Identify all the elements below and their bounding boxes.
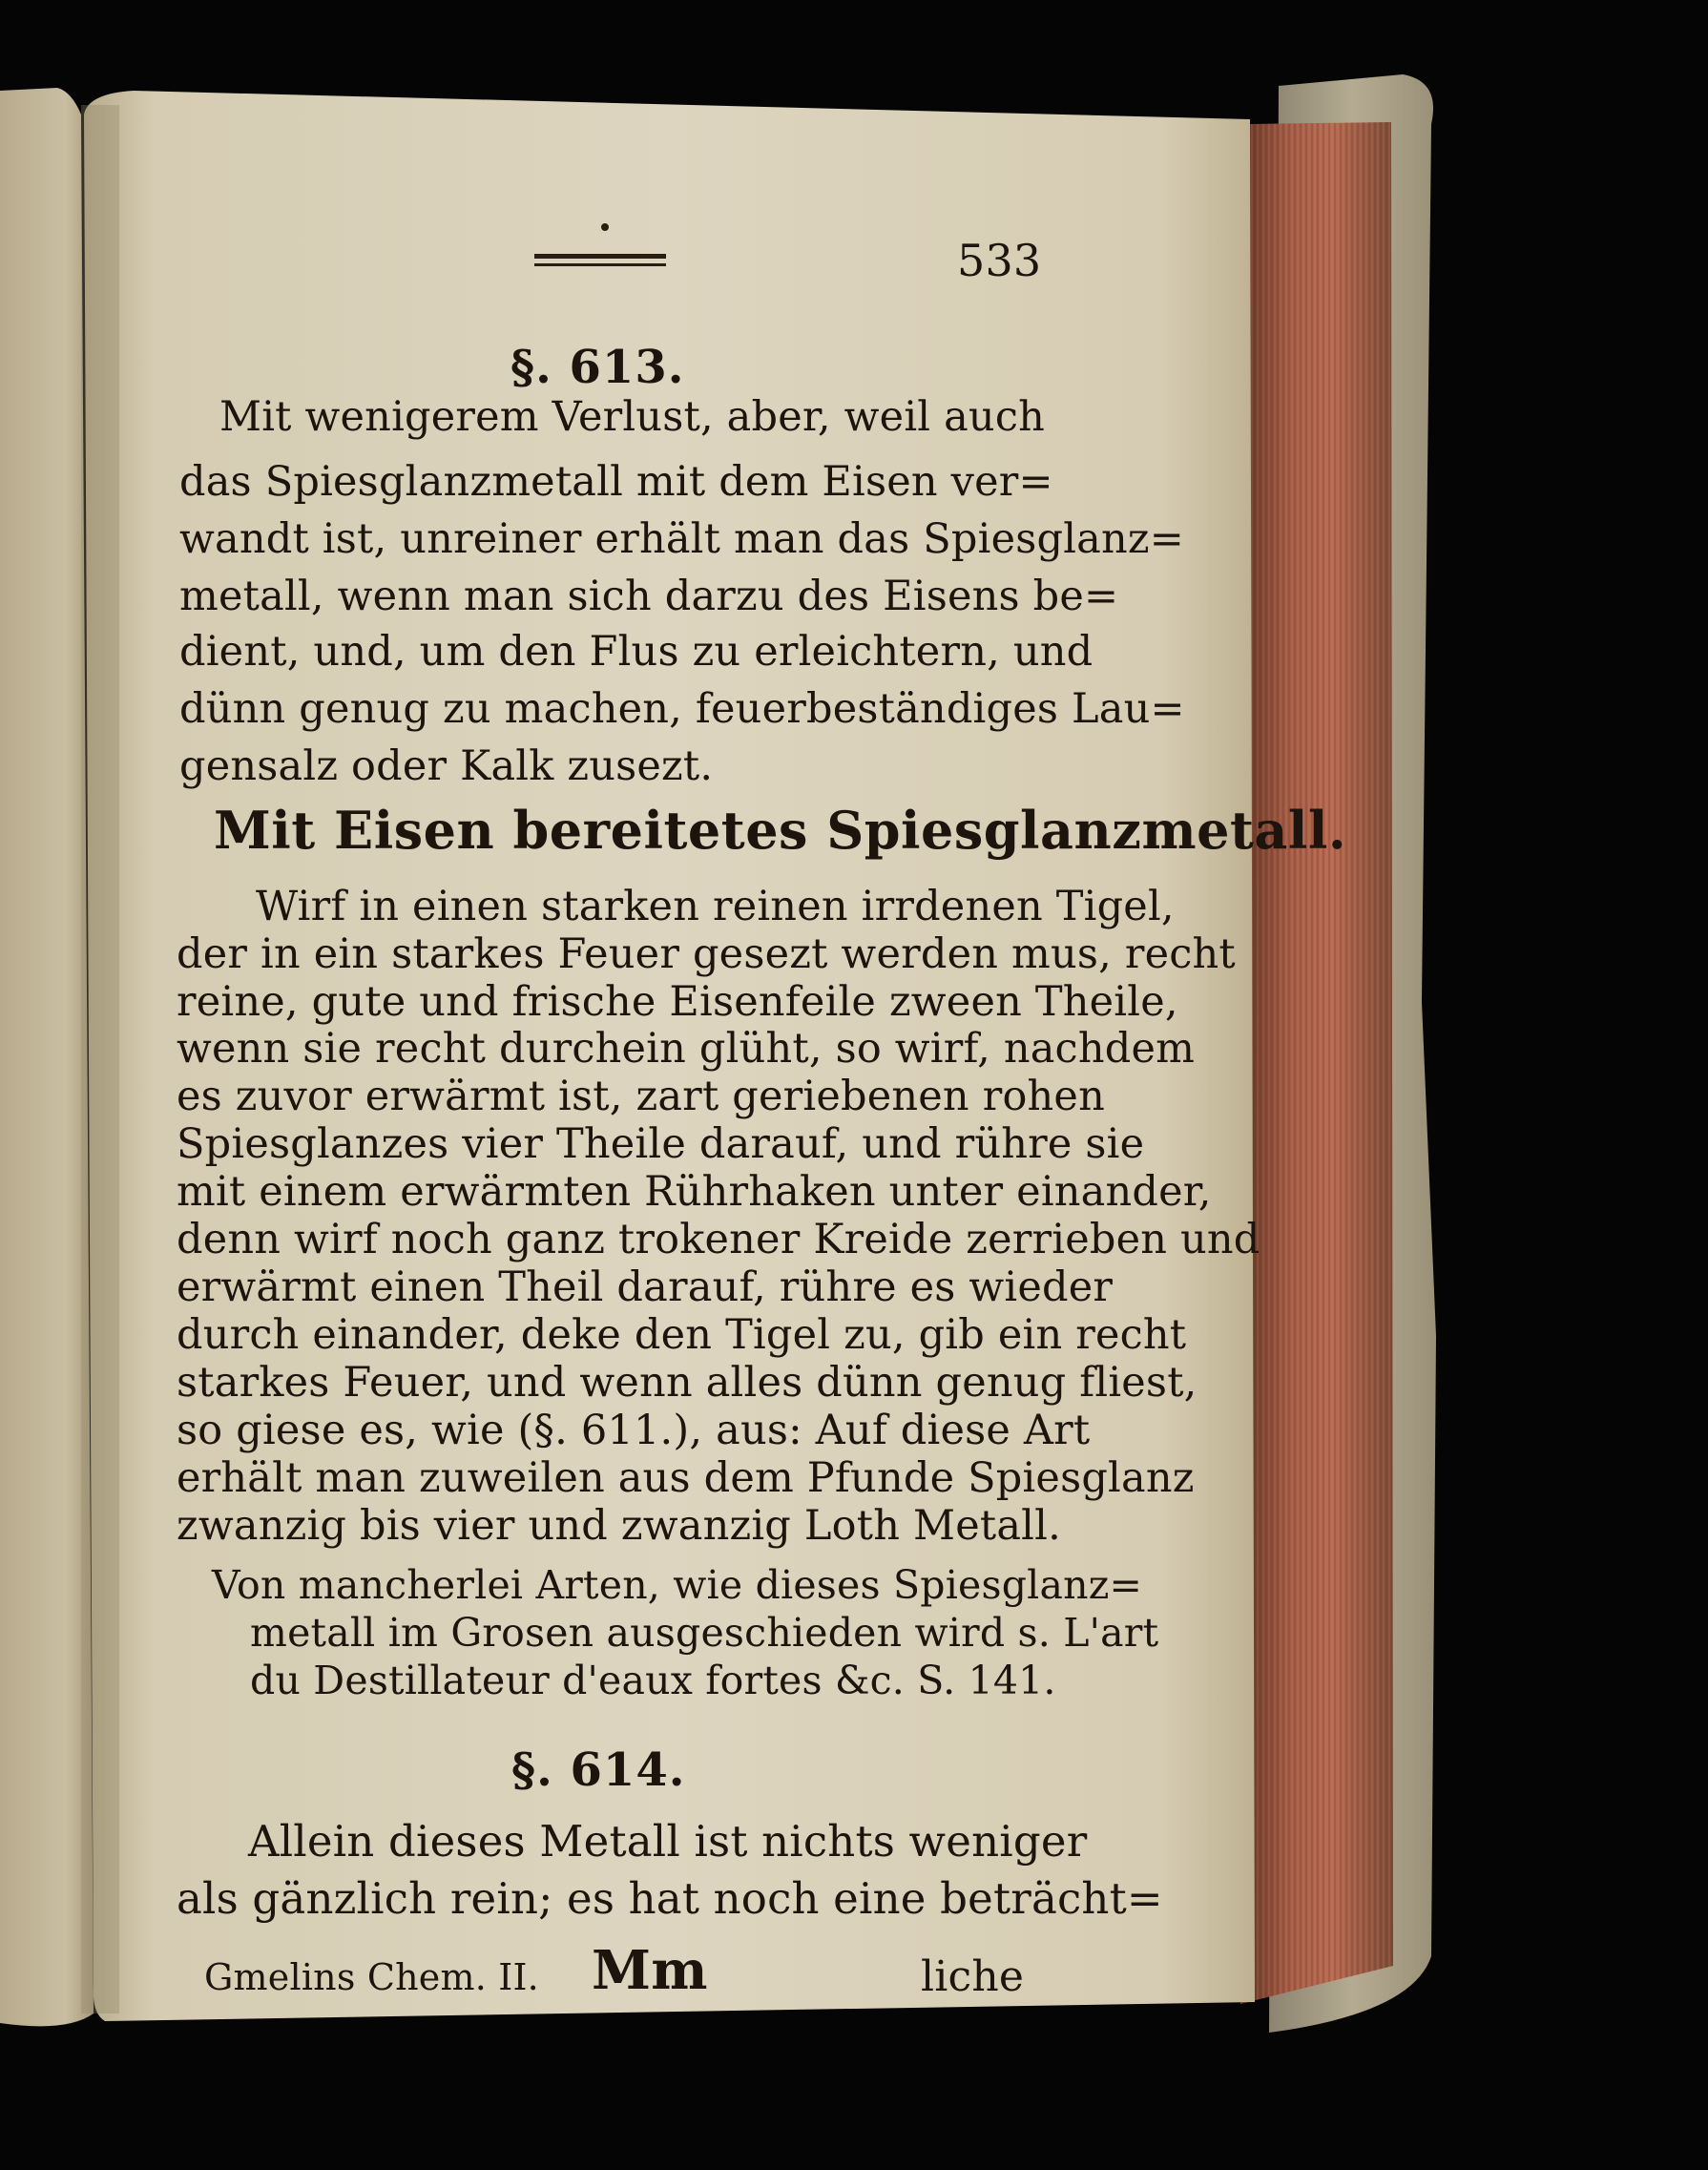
section-614-line-2: als gänzlich rein; es hat noch eine beträcht= [177, 1873, 1163, 1924]
section-613-line-6: dünn genug zu machen, feuerbeständiges Lau= [179, 685, 1185, 733]
footer-author: Gmelins Chem. II. [204, 1956, 539, 1998]
recipe-line-12: so giese es, wie (§. 611.), aus: Auf diese Art [177, 1407, 1091, 1454]
note-line-2: metall im Grosen ausgeschieden wird s. L'art [250, 1610, 1159, 1656]
page-number: 533 [957, 235, 1042, 286]
section-613-line-5: dient, und, um den Flus zu erleichtern, und [179, 628, 1094, 676]
catchword: liche [921, 1952, 1025, 2001]
section-614-line-1: Allein dieses Metall ist nichts weniger [248, 1816, 1088, 1867]
section-613-line-1: Mit wenigerem Verlust, aber, weil auch [219, 393, 1045, 441]
recipe-line-6: Spiesglanzes vier Theile darauf, und rühre sie [177, 1120, 1145, 1168]
recipe-line-8: denn wirf noch ganz trokener Kreide zerrieben und [177, 1216, 1260, 1263]
section-heading-614: §. 614. [511, 1743, 686, 1797]
recipe-line-14: zwanzig bis vier und zwanzig Loth Metall. [177, 1502, 1061, 1550]
recipe-line-3: reine, gute und frische Eisenfeile zween Theile, [177, 978, 1178, 1026]
recipe-line-7: mit einem erwärmten Rührhaken unter einander, [177, 1168, 1212, 1216]
recipe-line-13: erhält man zuweilen aus dem Pfunde Spiesglanz [177, 1454, 1195, 1502]
section-613-line-3: wandt ist, unreiner erhält man das Spiesglanz= [179, 515, 1184, 563]
section-613-line-4: metall, wenn man sich darzu des Eisens be= [179, 573, 1119, 620]
section-613-line-7: gensalz oder Kalk zusezt. [179, 742, 714, 790]
recipe-line-2: der in ein starkes Feuer gesezt werden mus, recht [177, 930, 1236, 978]
recipe-line-11: starkes Feuer, und wenn alles dünn genug fliest, [177, 1359, 1198, 1407]
recipe-line-10: durch einander, deke den Tigel zu, gib ein recht [177, 1311, 1187, 1359]
recipe-line-1: Wirf in einen starken reinen irrdenen Tigel, [256, 883, 1175, 930]
section-heading-613: §. 613. [510, 341, 685, 394]
recipe-line-4: wenn sie recht durchein glüht, so wirf, nachdem [177, 1025, 1196, 1073]
recipe-line-5: es zuvor erwärmt ist, zart geriebenen rohen [177, 1073, 1105, 1120]
note-line-1: Von mancherlei Arten, wie dieses Spiesglanz= [212, 1562, 1143, 1608]
recipe-heading: Mit Eisen bereitetes Spiesglanzmetall. [214, 800, 1347, 861]
signature-mark: Mm [592, 1939, 708, 2002]
recipe-line-9: erwärmt einen Theil darauf, rühre es wieder [177, 1263, 1114, 1311]
note-line-3: du Destillateur d'eaux fortes &c. S. 141. [250, 1658, 1056, 1703]
section-613-line-2: das Spiesglanzmetall mit dem Eisen ver= [179, 458, 1053, 506]
